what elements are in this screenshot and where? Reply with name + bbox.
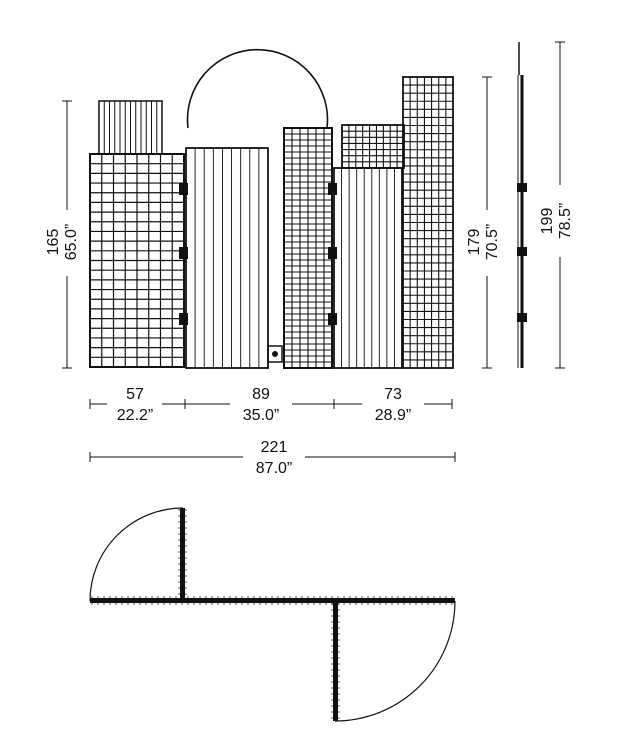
width-mid-cm: 89 [252,386,270,403]
width-right-cm: 73 [384,386,402,403]
width-mid-in: 35.0” [242,407,280,424]
swing-arc-left [90,508,183,601]
circle-motif [188,50,328,128]
height-left-cm: 165 [45,228,62,256]
right-panel-ribbed [334,168,402,368]
plan-view [90,508,455,721]
height-mid-label [466,224,501,260]
height-right-in: 78.5” [557,202,574,240]
width-total-cm: 221 [260,439,288,456]
height-right-label [539,203,574,239]
hinge-icon [179,313,188,325]
height-left-in: 65.0” [63,223,80,261]
center-panel [186,148,268,368]
side-view [517,75,527,368]
hinge-icon [328,247,337,259]
left-panel-grid [90,154,184,367]
height-left-label [45,224,80,260]
width-left-in: 22.2” [116,407,154,424]
height-right-cm: 199 [539,207,556,235]
swing-arc-right [335,601,455,721]
hinge-icon [179,183,188,195]
connector-icon [272,351,278,357]
hinge-icon [328,313,337,325]
left-panel-top-block [99,101,162,154]
width-total-in: 87.0” [255,460,293,477]
hinge-icon [179,247,188,259]
front-elevation [90,50,453,368]
center-right-panel-grid [284,128,332,368]
far-right-panel-grid [403,77,453,368]
width-left-cm: 57 [126,386,144,403]
height-mid-in: 70.5” [484,223,501,261]
height-mid-cm: 179 [466,228,483,256]
hinge-icon [328,183,337,195]
width-right-in: 28.9” [374,407,412,424]
right-panel-top-block [342,125,404,168]
